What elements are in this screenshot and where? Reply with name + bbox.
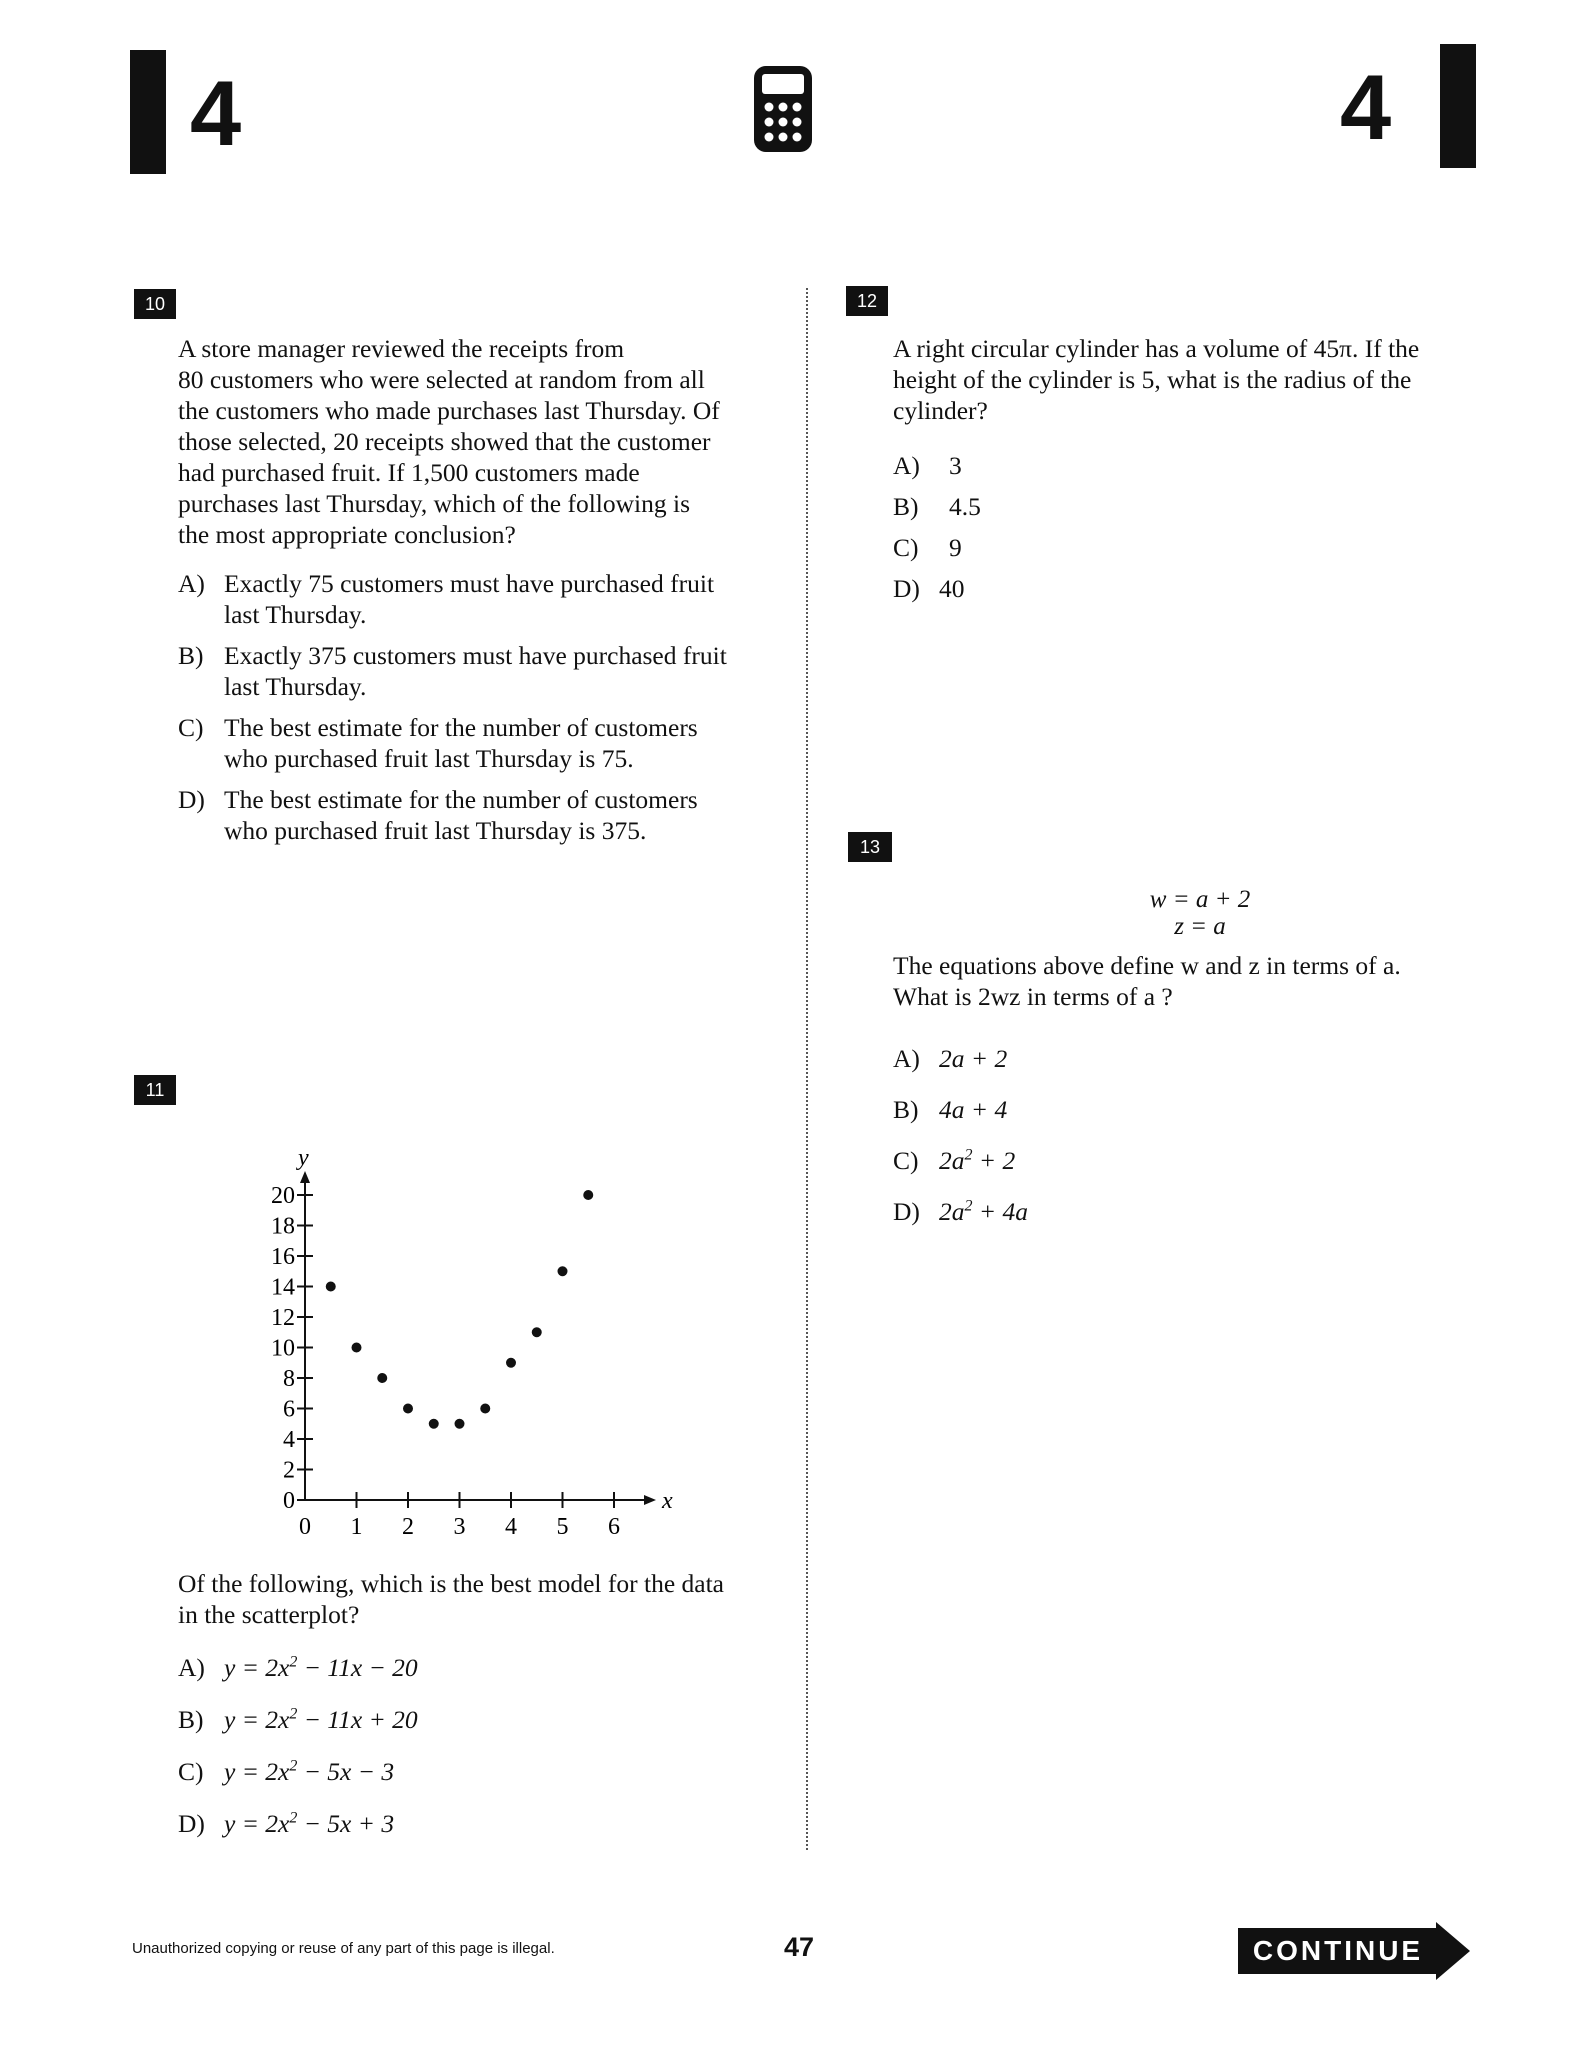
equation-1: w = a + 2 (1149, 886, 1251, 913)
q13-choice-c[interactable] (893, 1145, 1193, 1179)
choice-line: last Thursday. (224, 672, 367, 701)
section-number-right: 4 (1340, 57, 1392, 159)
q12-choice-a[interactable] (893, 450, 1193, 482)
choice-formula (939, 1196, 1028, 1227)
formula-base: 2a (939, 1146, 965, 1175)
stem-line: A store manager reviewed the receipts from (178, 334, 625, 363)
question-13-stem (893, 950, 1493, 1012)
formula-base: y = 2x (224, 1757, 290, 1786)
x-axis-arrow (644, 1495, 656, 1505)
question-number-10: 10 (134, 289, 176, 319)
choice-text (224, 784, 698, 846)
choice-formula (939, 1043, 1007, 1074)
choice-text: 3 (949, 451, 962, 480)
x-axis-label: x (662, 1488, 673, 1514)
q13-choice-b[interactable] (893, 1094, 1193, 1128)
data-point (352, 1343, 362, 1353)
stem-line: the customers who made purchases last Thursday. Of (178, 396, 720, 425)
choice-label: C) (178, 713, 204, 742)
stem-line: in the scatterplot? (178, 1600, 360, 1629)
data-point (480, 1404, 490, 1414)
choice-line: who purchased fruit last Thursday is 375. (224, 816, 647, 845)
formula-base: y = 2x (224, 1809, 290, 1838)
formula-rest: − 11x + 20 (297, 1705, 418, 1734)
q12-choice-c[interactable] (893, 532, 1193, 564)
q10-choice-d[interactable] (178, 784, 778, 846)
y-tick-label: 4 (283, 1427, 295, 1453)
data-point (429, 1419, 439, 1429)
continue-label: CONTINUE (1238, 1928, 1438, 1974)
choice-label: D) (178, 785, 205, 814)
y-tick-label: 2 (283, 1457, 295, 1484)
q11-choice-d[interactable] (178, 1808, 678, 1842)
choice-label: A) (893, 1044, 920, 1073)
x-tick-label: 0 (299, 1514, 311, 1540)
y-tick-label: 18 (271, 1213, 295, 1240)
copyright-notice: Unauthorized copying or reuse of any part of this page is illegal. (132, 1940, 555, 1957)
choice-label: D) (893, 574, 920, 603)
q12-choice-d[interactable] (893, 573, 1193, 605)
scatterplot (250, 1120, 690, 1540)
column-divider (806, 288, 808, 1850)
choice-text (224, 712, 698, 774)
data-point (403, 1404, 413, 1414)
formula-rest: − 11x − 20 (297, 1653, 418, 1682)
q11-choice-c[interactable] (178, 1756, 678, 1790)
stem-line: A right circular cylinder has a volume of 45π. If the (893, 334, 1420, 363)
formula-exponent: 2 (289, 1653, 298, 1671)
choice-label: A) (178, 569, 205, 598)
x-tick-label: 3 (453, 1514, 466, 1540)
choice-label: B) (893, 492, 919, 521)
data-point (326, 1282, 336, 1292)
data-point (532, 1327, 542, 1337)
choice-label: A) (178, 1653, 205, 1682)
formula-exponent: 2 (964, 1197, 973, 1215)
formula-base: y = 2x (224, 1705, 290, 1734)
choice-label: C) (893, 1146, 919, 1175)
q10-choice-a[interactable] (178, 568, 778, 630)
choice-label: D) (178, 1809, 205, 1838)
choice-label: B) (178, 1705, 204, 1734)
data-point (377, 1373, 387, 1383)
choice-line: last Thursday. (224, 600, 367, 629)
choice-line: The best estimate for the number of customers (224, 785, 698, 814)
choice-text (224, 568, 714, 630)
choice-line: Exactly 375 customers must have purchased fruit (224, 641, 727, 670)
choice-label: D) (893, 1197, 920, 1226)
formula-base: 4a + 4 (939, 1095, 1008, 1124)
choice-text (224, 640, 727, 702)
section-bar-right (1440, 44, 1476, 168)
formula-rest: − 5x + 3 (297, 1809, 395, 1838)
y-tick-label: 10 (271, 1335, 295, 1362)
choice-label: C) (893, 533, 919, 562)
choice-formula (939, 1145, 1015, 1176)
question-number-11: 11 (134, 1075, 176, 1105)
formula-rest: + 4a (972, 1197, 1028, 1226)
choice-text: 9 (949, 533, 962, 562)
arrow-right-icon (1436, 1922, 1470, 1980)
y-tick-label: 8 (283, 1366, 295, 1392)
data-point (558, 1266, 568, 1276)
choice-formula (224, 1808, 394, 1839)
formula-exponent: 2 (289, 1809, 298, 1827)
y-axis-label: y (298, 1145, 309, 1171)
stem-line: 80 customers who were selected at random from all (178, 365, 705, 394)
choice-text: 40 (939, 574, 965, 603)
choice-label: B) (893, 1095, 919, 1124)
data-point (455, 1419, 465, 1429)
choice-formula (939, 1094, 1007, 1125)
formula-base: 2a (939, 1197, 965, 1226)
question-11-stem (178, 1568, 778, 1630)
choice-label: C) (178, 1757, 204, 1786)
x-tick-label: 1 (350, 1514, 363, 1540)
q11-choice-a[interactable] (178, 1652, 678, 1686)
y-tick-label: 12 (271, 1305, 295, 1331)
equation-2: z = a (1174, 913, 1226, 940)
q13-choice-a[interactable] (893, 1043, 1193, 1077)
stem-line: purchases last Thursday, which of the following is (178, 489, 691, 518)
choice-line: Exactly 75 customers must have purchased fruit (224, 569, 715, 598)
choice-formula (224, 1652, 418, 1683)
x-tick-label: 6 (608, 1514, 620, 1540)
formula-exponent: 2 (289, 1705, 298, 1723)
y-tick-label: 6 (283, 1396, 295, 1423)
y-tick-label: 0 (283, 1488, 295, 1514)
stem-line: The equations above define w and z in terms of a. (893, 951, 1401, 980)
y-tick-label: 16 (271, 1244, 295, 1270)
question-number-13: 13 (848, 832, 892, 862)
stem-line: those selected, 20 receipts showed that the customer (178, 427, 711, 456)
q12-choice-b[interactable] (893, 491, 1193, 523)
section-bar-left (130, 50, 166, 174)
page-number: 47 (784, 1932, 815, 1962)
section-number-left: 4 (190, 63, 242, 165)
q10-choice-c[interactable] (178, 712, 778, 774)
choice-line: The best estimate for the number of customers (224, 713, 698, 742)
choice-formula (224, 1756, 394, 1787)
x-tick-label: 5 (556, 1514, 569, 1540)
choice-label: A) (893, 451, 920, 480)
formula-rest: − 5x − 3 (297, 1757, 395, 1786)
stem-line: Of the following, which is the best model for the data (178, 1569, 724, 1598)
formula-exponent: 2 (964, 1146, 973, 1164)
data-point (583, 1190, 593, 1200)
formula-base: y = 2x (224, 1653, 290, 1682)
q13-choice-d[interactable] (893, 1196, 1193, 1230)
q10-choice-b[interactable] (178, 640, 778, 702)
choice-label: B) (178, 641, 204, 670)
y-tick-label: 14 (271, 1274, 295, 1301)
calculator-icon (752, 64, 814, 154)
data-point (506, 1358, 516, 1368)
question-12-stem (893, 333, 1493, 426)
q11-choice-b[interactable] (178, 1704, 678, 1738)
choice-formula (224, 1704, 418, 1735)
stem-line: What is 2wz in terms of a ? (893, 982, 1173, 1011)
formula-base: 2a + 2 (939, 1044, 1008, 1073)
stem-line: height of the cylinder is 5, what is the radius of the (893, 365, 1412, 394)
y-axis-arrow (300, 1171, 310, 1183)
choice-line: who purchased fruit last Thursday is 75. (224, 744, 634, 773)
question-number-12: 12 (846, 286, 888, 316)
formula-exponent: 2 (289, 1757, 298, 1775)
formula-rest: + 2 (972, 1146, 1016, 1175)
question-10-stem (178, 333, 778, 550)
x-tick-label: 2 (402, 1514, 414, 1540)
stem-line: had purchased fruit. If 1,500 customers made (178, 458, 640, 487)
y-tick-label: 20 (271, 1183, 295, 1209)
stem-line: cylinder? (893, 396, 988, 425)
choice-text: 4.5 (949, 492, 981, 521)
x-tick-label: 4 (505, 1514, 517, 1540)
stem-line: the most appropriate conclusion? (178, 520, 516, 549)
